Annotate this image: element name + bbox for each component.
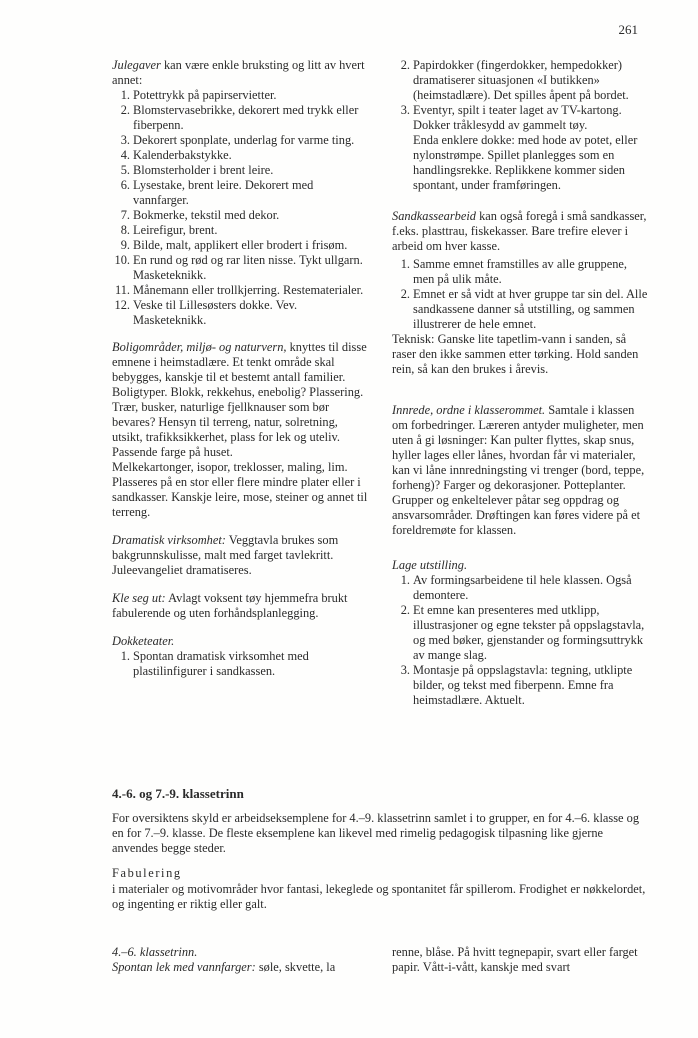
list-item <box>112 163 370 178</box>
page-number: 261 <box>618 22 638 37</box>
fabulering-title: Fabulering <box>112 866 182 880</box>
list-item-text: Kalenderbakstykke. <box>133 148 232 162</box>
list-item-number: 1. <box>400 257 410 271</box>
julegaver-intro <box>112 58 370 88</box>
list-item <box>112 223 370 238</box>
list-item-number: 3. <box>400 663 410 677</box>
spontan-lek-paragraph <box>112 960 370 975</box>
list-item <box>392 287 650 332</box>
list-item <box>112 133 370 148</box>
list-item-text: Blomstervasebrikke, dekorert med trykk eller fiberpenn. <box>133 103 359 132</box>
list-item-text: Eventyr, spilt i teater laget av TV-kartong. Dokker tråklesydd av gammelt tøy. <box>413 103 622 132</box>
list-item-number: 2. <box>400 603 410 617</box>
julegaver-text: kan være enkle bruksting og litt av hvert annet: <box>112 58 365 87</box>
list-item-text: Spontan dramatisk virksomhet med plastilinfigurer i sandkassen. <box>133 649 309 678</box>
list-item <box>392 257 650 287</box>
sand-lead: Sandkassearbeid <box>392 209 476 223</box>
list-item-number: 1. <box>120 88 130 102</box>
kle-lead: Kle seg ut: <box>112 591 166 605</box>
sand-teknisk: Teknisk: Ganske lite tapetlim-vann i sanden, så raser den ikke sammen etter tørking. Hold sanden rein, så kan den brukes i årevis. <box>392 332 639 376</box>
innrede-paragraph-2: Grupper og enkeltelever påtar seg oppdrag og ansvarsområder. Drøftingen kan føres videre på et foreldremøte for klassen. <box>392 493 641 537</box>
dramatisk-paragraph-2: Juleevangeliet dramatiseres. <box>112 563 252 577</box>
list-item-text: Potettrykk på papirservietter. <box>133 88 277 102</box>
julegaver-list <box>112 88 370 328</box>
dramatisk-paragraph <box>112 533 370 563</box>
section-intro: For oversiktens skyld er arbeidseksemplene for 4.–9. klassetrinn samlet i to grupper, en for 4.–6. klasse og en for 7.–9. klasse. De fleste eksemplene kan likevel med rimelig pedagogisk tilpasning like gjerne anvendes begge steder. <box>112 811 640 855</box>
list-item <box>112 208 370 223</box>
list-item-text: Dekorert sponplate, underlag for varme ting. <box>133 133 355 147</box>
dramatisk-text: Veggtavla brukes som bakgrunnskulisse, malt med farget tavlekritt. <box>112 533 339 562</box>
list-item-text: Blomsterholder i brent leire. <box>133 163 274 177</box>
list-item-text: Bilde, malt, applikert eller brodert i frisøm. <box>133 238 348 252</box>
list-item-text: Papirdokker (fingerdokker, hempedokker) dramatiserer situasjonen «I butikken» (heimstadlære). Det spilles åpent på bordet. <box>413 58 629 102</box>
list-item <box>112 103 370 133</box>
klassetrinn-section <box>112 786 650 912</box>
list-item-text: Av formingsarbeidene til hele klassen. Også demontere. <box>413 573 632 602</box>
dramatisk-lead: Dramatisk virksomhet: <box>112 533 226 547</box>
list-item-number: 4. <box>120 148 130 162</box>
dokke-continued-text: Enda enklere dokke: med hode av potet, eller nylonstrømpe. Spillet planlegges som en handlingsrekke. Replikkene kommer siden spontant, under framføringen. <box>413 133 638 192</box>
innrede-lead: Innrede, ordne i klasserommet. <box>392 403 546 417</box>
left-column <box>112 58 370 692</box>
spontan-lek-lead: Spontan lek med vannfarger: <box>112 960 256 974</box>
list-item-text: Emnet er så vidt at hver gruppe tar sin del. Alle sandkassene danner så utstilling, og sammen illustrerer de hele emnet. <box>413 287 648 331</box>
list-item-number: 11. <box>114 283 130 297</box>
lage-lead: Lage utstilling. <box>392 558 468 572</box>
dokke-section <box>112 634 370 679</box>
dokke-list <box>112 649 370 679</box>
list-item <box>112 298 370 328</box>
list-item <box>392 663 650 708</box>
list-item-number: 7. <box>120 208 130 222</box>
bolig-paragraph-2: Melkekartonger, isopor, treklosser, maling, lim. Plasseres på en stor eller flere mindre plater eller i sandkasser. Kanskje leire, mose, steiner og annet til terreng. <box>112 460 368 519</box>
list-item-text: Samme emnet framstilles av alle gruppene, men på ulik måte. <box>413 257 628 286</box>
list-item-number: 3. <box>120 133 130 147</box>
kle-text: Avlagt voksent tøy hjemmefra brukt fabulerende og uten forhåndsplanlegging. <box>112 591 348 620</box>
list-item <box>112 238 370 253</box>
bottom-left-column <box>112 945 370 975</box>
bolig-section <box>112 340 370 520</box>
right-column <box>392 58 650 721</box>
klassetrinn-subheading: 4.–6. klassetrinn. <box>112 945 198 959</box>
list-item-text: En rund og rød og rar liten nisse. Tykt ullgarn. Masketeknikk. <box>133 253 363 282</box>
julegaver-lead: Julegaver <box>112 58 161 72</box>
list-item <box>112 88 370 103</box>
list-item-number: 2. <box>400 58 410 72</box>
list-item-number: 9. <box>120 238 130 252</box>
bolig-paragraph <box>112 340 370 460</box>
bolig-lead: Boligområder, miljø- og naturvern, <box>112 340 287 354</box>
julegaver-section <box>112 58 370 328</box>
list-item-number: 2. <box>120 103 130 117</box>
list-item-number: 12. <box>114 298 130 312</box>
list-item-text: Et emne kan presenteres med utklipp, illustrasjoner og egne tekster på oppslagstavla, og med bøker, gjenstander og formingsuttrykk av mange slag. <box>413 603 645 662</box>
list-item <box>112 283 370 298</box>
list-item-number: 8. <box>120 223 130 237</box>
dramatisk-section <box>112 533 370 578</box>
list-item-number: 5. <box>120 163 130 177</box>
list-item-text: Månemann eller trollkjerring. Restematerialer. <box>133 283 364 297</box>
list-item-text: Bokmerke, tekstil med dekor. <box>133 208 280 222</box>
sand-text: kan også foregå i små sandkasser, f.eks. plasttrau, fiskekasser. Bare trefire elever i arbeid om hver kasse. <box>392 209 647 253</box>
dokke-lead: Dokketeater. <box>112 634 175 648</box>
list-item <box>392 103 650 133</box>
list-item-number: 2. <box>400 287 410 301</box>
spontan-lek-text: søle, skvette, la <box>255 960 336 974</box>
list-item-number: 3. <box>400 103 410 117</box>
bolig-text: knyttes til disse emnene i heimstadlære. Et tenkt område skal bebygges, kanskje til et bestemt antall familier. Boligtyper. Blokk, rekkehus, enebolig? Plassering. Trær, busker, naturlige fjellknauser som bør bevares? Hensyn til terreng, natur, solretning, utsikt, trafikksikkerhet, plass for lek og uteliv. Passende farge på huset. <box>112 340 367 459</box>
bottom-right-column <box>392 945 650 975</box>
list-item <box>112 649 370 679</box>
spontan-lek-continued: renne, blåse. På hvitt tegnepapir, svart eller farget papir. Vått-i-vått, kanskje med svart <box>392 945 638 974</box>
list-item <box>392 603 650 663</box>
list-item-number: 1. <box>400 573 410 587</box>
list-item-text: Lysestake, brent leire. Dekorert med vannfarger. <box>133 178 314 207</box>
list-item-text: Leirefigur, brent. <box>133 223 218 237</box>
kle-section <box>112 591 370 621</box>
dokke-list-continued <box>392 58 650 133</box>
sand-list <box>392 257 650 332</box>
innrede-section <box>392 403 650 538</box>
sand-paragraph <box>392 209 650 254</box>
list-item-number: 10. <box>114 253 130 267</box>
innrede-paragraph <box>392 403 650 493</box>
list-item-text: Veske til Lillesøsters dokke. Vev. Masketeknikk. <box>133 298 298 327</box>
section-heading: 4.-6. og 7.-9. klassetrinn <box>112 786 244 801</box>
list-item <box>112 148 370 163</box>
lage-section <box>392 558 650 708</box>
kle-paragraph <box>112 591 370 621</box>
list-item-number: 6. <box>120 178 130 192</box>
dokke-continued <box>392 58 650 193</box>
list-item-number: 1. <box>120 649 130 663</box>
fabulering-text: i materialer og motivområder hvor fantasi, lekeglede og spontanitet får spillerom. Frodighet er nøkkelordet, og ingenting er riktig eller galt. <box>112 882 646 911</box>
innrede-text: Samtale i klassen om forbedringer. Læreren antyder muligheter, men uten å gi løsninger: Kan pulter flyttes, skap snus, hyller lages eller lånes, hvordan får vi materialer, kan vi låne innredningsting vi trenger (bord, teppe, forheng)? Farger og dekorasjoner. Potteplanter. <box>392 403 645 492</box>
list-item <box>392 573 650 603</box>
list-item <box>112 178 370 208</box>
lage-list <box>392 573 650 708</box>
list-item <box>392 58 650 103</box>
list-item <box>112 253 370 283</box>
list-item-text: Montasje på oppslagstavla: tegning, utklipte bilder, og tekst med fiberpenn. Emne fra heimstadlære. Aktuelt. <box>413 663 633 707</box>
sand-section <box>392 209 650 377</box>
